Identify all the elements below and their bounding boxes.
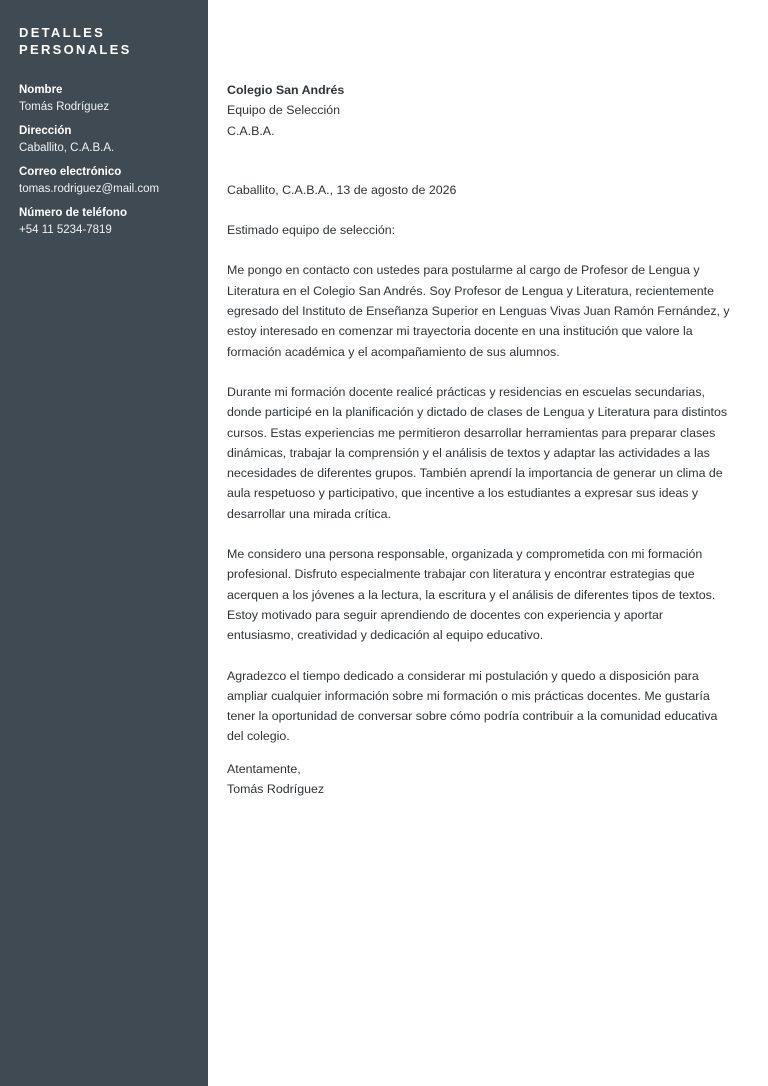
field-label: Número de teléfono bbox=[19, 207, 127, 219]
personal-details-sidebar bbox=[0, 0, 208, 1086]
field-address bbox=[19, 124, 189, 156]
signature: Tomás Rodríguez bbox=[227, 782, 325, 797]
field-value: +54 11 5234-7819 bbox=[19, 224, 112, 236]
field-value: Tomás Rodríguez bbox=[19, 101, 110, 113]
recipient-department: Equipo de Selección bbox=[227, 103, 340, 118]
letter-body bbox=[227, 80, 733, 799]
salutation: Estimado equipo de selección: bbox=[227, 223, 396, 238]
paragraph-4: Agradezco el tiempo dedicado a considerar mi postulación y quedo a disposición para ampliar cualquier información sobre mi formación o mis prácticas docentes. Me gustaría tener la oportunidad de conversar sobre cómo podría contribuir a la comunidad educativa del colegio. bbox=[227, 668, 718, 744]
closing: Atentamente, bbox=[227, 761, 301, 776]
field-email bbox=[19, 165, 189, 197]
paragraph-2: Durante mi formación docente realicé prácticas y residencias en escuelas secundarias, donde participé en la planificación y dictado de clases de Lengua y Literatura para distintos cursos. Estas experiencias me permitieron desarrollar herramientas para preparar clases dinámicas, trabajar la comprensión y el análisis de textos y adaptar las actividades a las necesidades de diferentes grupos. También aprendí la importancia de generar un clima de aula respetuoso y participativo, que incentive a los estudiantes a expresar sus ideas y desarrollar una mirada crítica. bbox=[227, 384, 728, 521]
field-value: Caballito, C.A.B.A. bbox=[19, 142, 115, 154]
recipient-location: C.A.B.A. bbox=[227, 123, 275, 138]
paragraph-1: Me pongo en contacto con ustedes para postularme al cargo de Profesor de Lengua y Literatura en el Colegio San Andrés. Soy Profesor de Lengua y Literatura, recientemente egresado del Instituto de Enseñanza Superior en Lenguas Vivas Juan Ramón Fernández, y estoy interesado en comenzar mi trayectoria docente en una institución que valore la formación académica y el acompañamiento de sus alumnos. bbox=[227, 263, 730, 359]
field-name bbox=[19, 83, 189, 115]
paragraph-3: Me considero una persona responsable, organizada y comprometida con mi formación profesional. Disfruto especialmente trabajar con literatura y encontrar estrategias que acerquen a los jóvenes a la lectura, la escritura y el análisis de diferentes tipos de textos. Estoy motivado para seguir aprendiendo de docentes con experiencia y aportar entusiasmo, creatividad y dedicación al equipo educativo. bbox=[227, 547, 716, 643]
date-line: Caballito, C.A.B.A., 13 de agosto de 2026 bbox=[227, 182, 457, 197]
recipient-name: Colegio San Andrés bbox=[227, 83, 345, 97]
field-value: tomas.rodriguez@mail.com bbox=[19, 183, 160, 195]
field-phone bbox=[19, 206, 189, 238]
field-label: Correo electrónico bbox=[19, 166, 122, 178]
recipient-block bbox=[227, 80, 733, 141]
sidebar-title: DETALLES PERSONALES bbox=[19, 25, 132, 57]
field-label: Dirección bbox=[19, 125, 72, 137]
field-label: Nombre bbox=[19, 84, 63, 96]
